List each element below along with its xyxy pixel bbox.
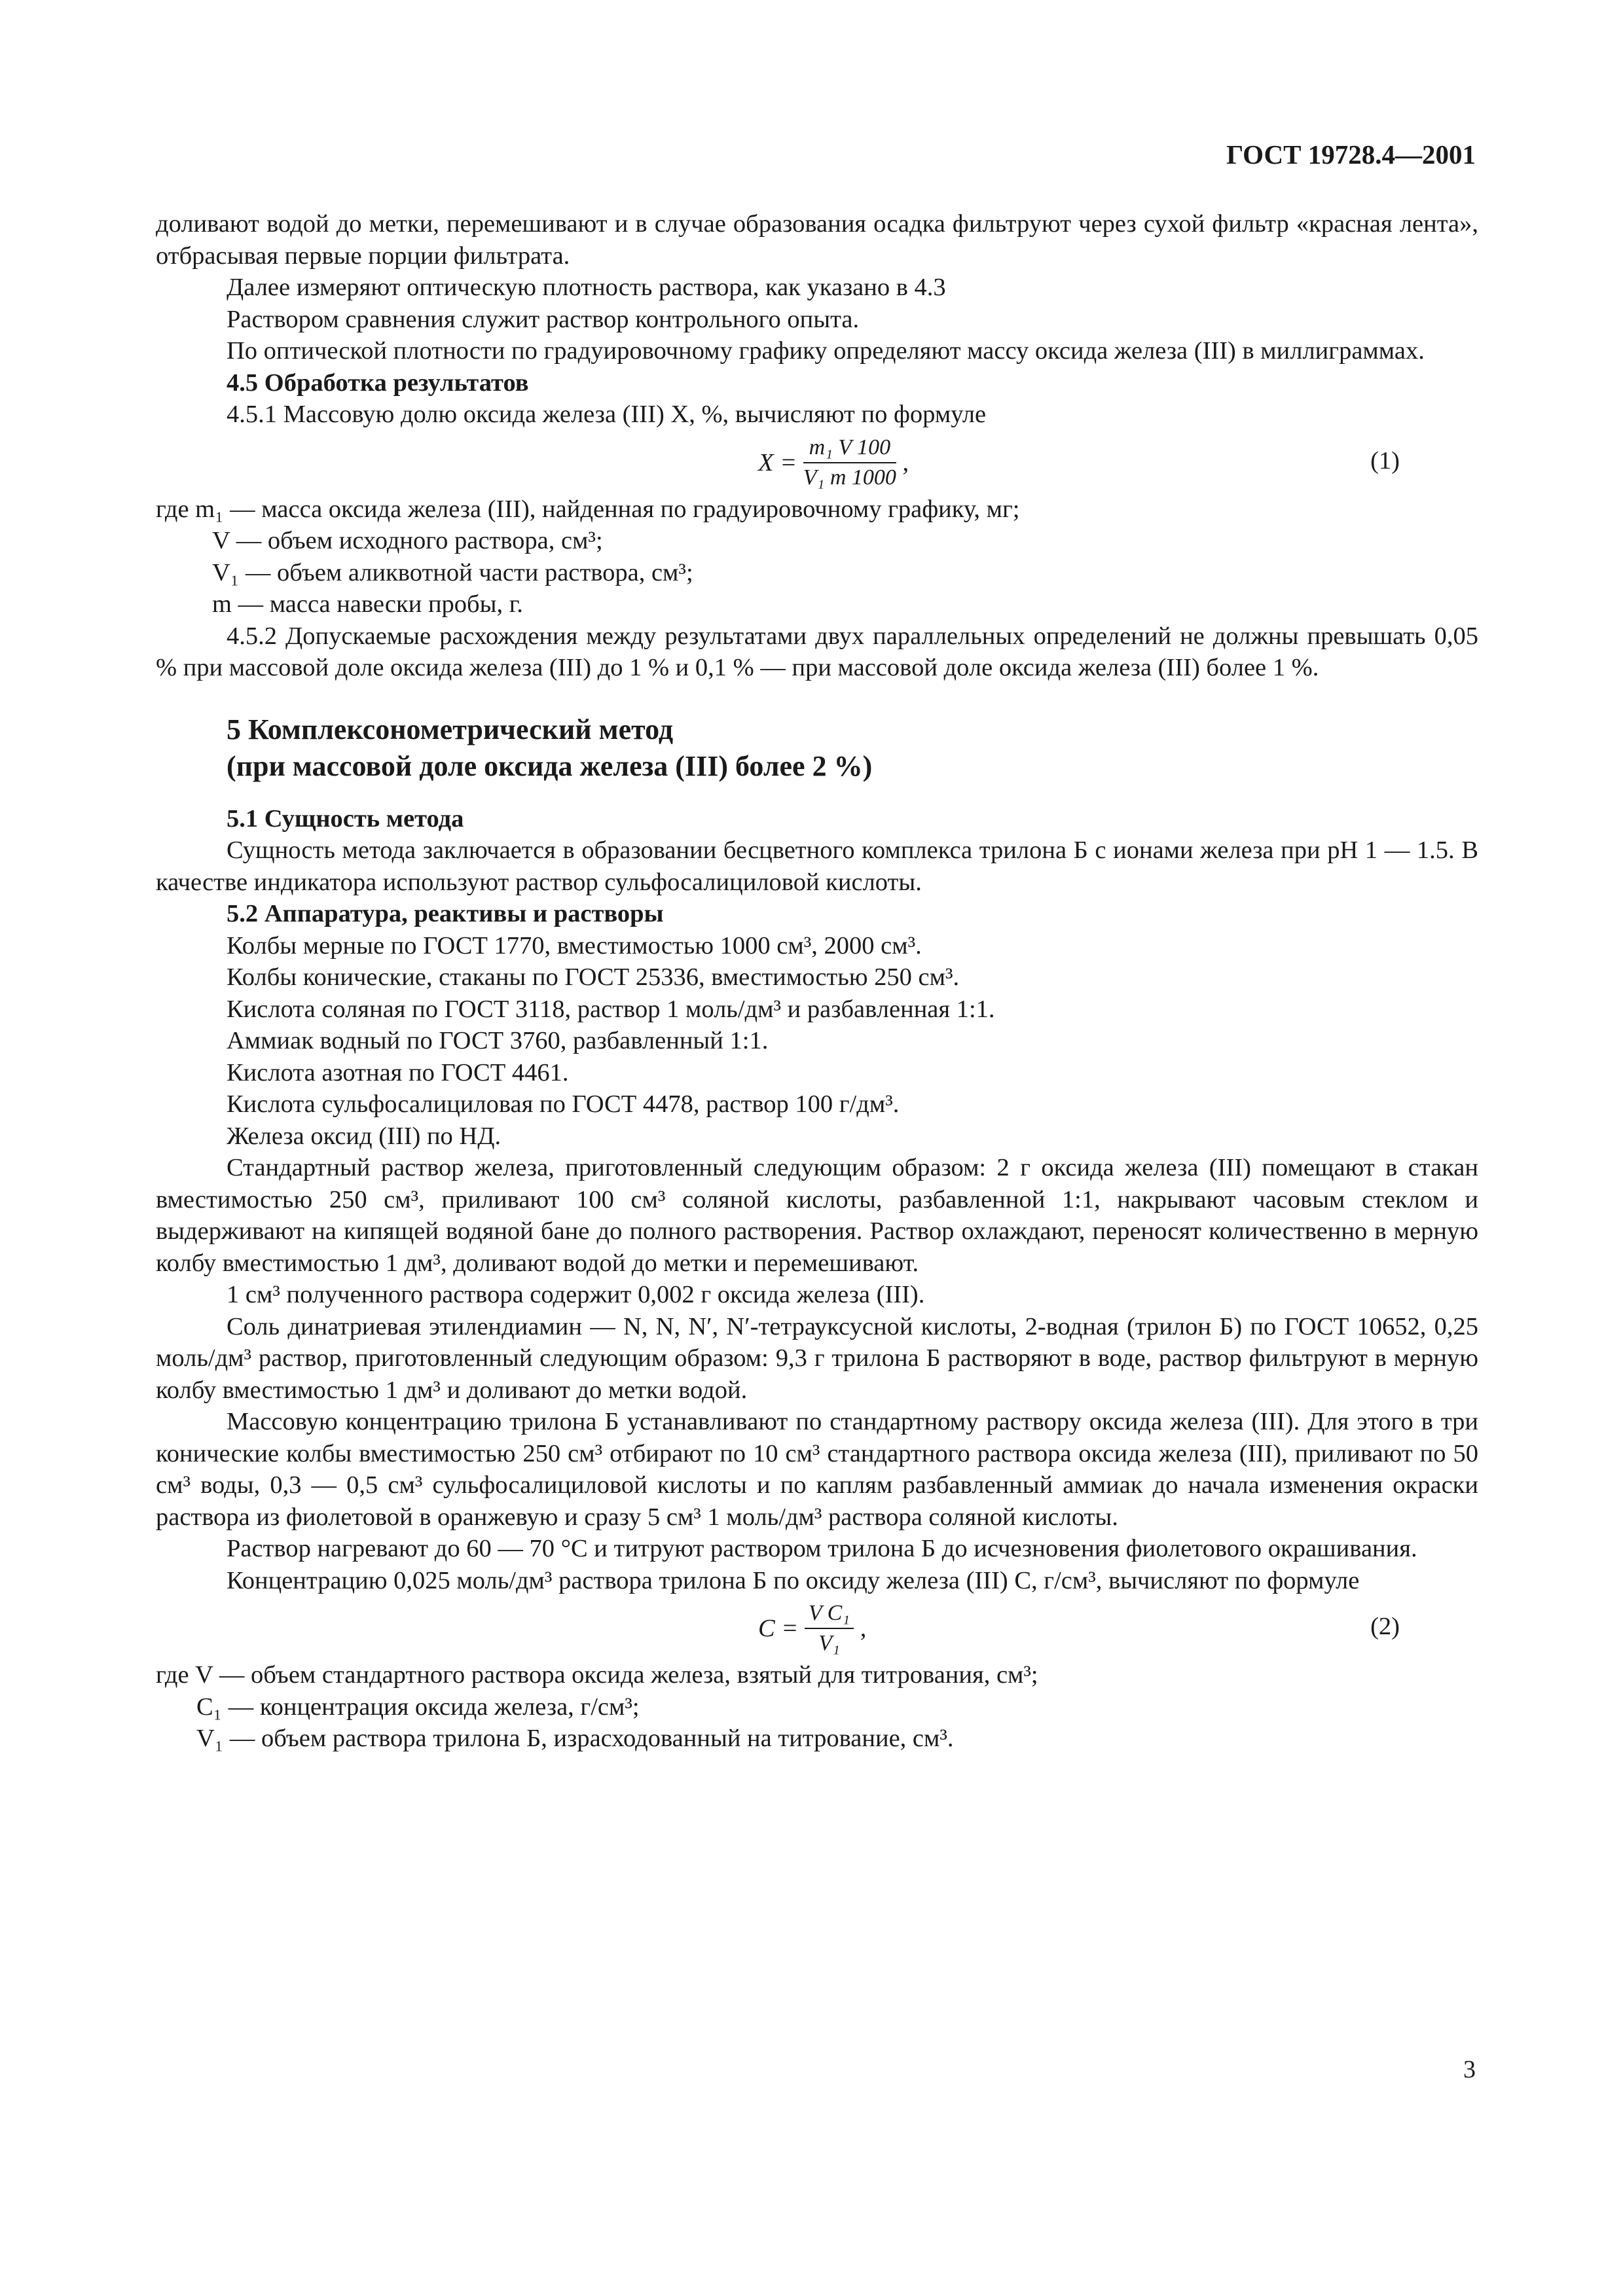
paragraph: По оптической плотности по градуировочному графику определяют массу оксида железа (III) в миллиграммах. — [227, 337, 1425, 365]
paragraph: 4.5.2 Допускаемые расхождения между результатами двух параллельных определений не должны превышать 0,05 % при массовой доле оксида железа (III) до 1 % и 0,1 % — при массовой доле оксида железа (III) более 1 %. — [156, 622, 1478, 681]
paragraph: Массовую концентрацию трилона Б устанавливают по стандартному раствору оксида железа (III). Для этого в три конические колбы вместимостью 250 см³ отбирают по 10 см³ стандартного раствора оксида железа (III), приливают по 50 см³ воды, 0,3 — 0,5 см³ сульфосалициловой кислоты и по каплям разбавленный аммиак до начала изменения окраски раствора из фиолетовой в оранжевую и сразу 5 см³ 1 моль/дм³ раствора соляной кислоты. — [156, 1408, 1478, 1531]
subsection-heading-5-2: 5.2 Аппаратура, реактивы и растворы — [227, 900, 664, 927]
legend-line: V — объем исходного раствора, см³; — [212, 527, 603, 554]
formula-numerator: V C₁ — [805, 1600, 854, 1629]
formula-tail: , — [902, 448, 909, 476]
formula-1 — [156, 431, 1478, 493]
page-number: 3 — [1463, 2056, 1476, 2083]
page-header-doc-code: ГОСТ 19728.4—2001 — [1226, 139, 1476, 170]
formula-number: (2) — [1370, 1613, 1400, 1640]
formula-tail: , — [860, 1614, 867, 1642]
list-item: Железа оксид (III) по НД. — [227, 1122, 501, 1150]
section-title-line-2: (при массовой доле оксида железа (III) более 2 %) — [227, 749, 873, 782]
paragraph: 1 см³ полученного раствора содержит 0,002 г оксида железа (III). — [227, 1281, 925, 1308]
legend-line: V₁ — объем аликвотной части раствора, см³; — [212, 558, 693, 586]
formula-2 — [156, 1596, 1478, 1659]
paragraph: Раствор нагревают до 60 — 70 °С и титруют раствором трилона Б до исчезновения фиолетового окрашивания. — [227, 1535, 1417, 1562]
paragraph: Стандартный раствор железа, приготовленный следующим образом: 2 г оксида железа (III) помещают в стакан вместимостью 250 см³, приливают 100 см³ соляной кислоты, разбавленной 1:1, накрывают часовым стеклом и выдерживают на кипящей водяной бане до полного растворения. Раствор охлаждают, переносят количественно в мерную колбу вместимостью 1 дм³, доливают водой до метки и перемешивают. — [156, 1154, 1478, 1277]
list-item: Колбы конические, стаканы по ГОСТ 25336, вместимостью 250 см³. — [227, 963, 960, 991]
list-item: Колбы мерные по ГОСТ 1770, вместимостью 1000 см³, 2000 см³. — [227, 931, 922, 960]
paragraph: Раствором сравнения служит раствор контрольного опыта. — [227, 305, 860, 333]
legend-line: C₁ — концентрация оксида железа, г/см³; — [196, 1693, 640, 1721]
legend-line: m — масса навески пробы, г. — [212, 590, 523, 618]
formula-denominator: V₁ m 1000 — [803, 465, 896, 490]
subsection-heading-5-1: 5.1 Сущность метода — [227, 804, 464, 833]
formula-numerator: m₁ V 100 — [803, 435, 896, 463]
formula-denominator: V₁ — [818, 1631, 840, 1655]
legend-line: где V — объем стандартного раствора оксида железа, взятый для титрования, см³; — [156, 1661, 1038, 1689]
list-item: Аммиак водный по ГОСТ 3760, разбавленный 1:1. — [227, 1027, 769, 1054]
list-item: Кислота соляная по ГОСТ 3118, раствор 1 моль/дм³ и разбавленная 1:1. — [227, 995, 995, 1023]
formula-fraction — [803, 435, 896, 491]
paragraph: Соль динатриевая этилендиамин — N, N, N′, N′-тетрауксусной кислоты, 2-водная (трилон Б) по ГОСТ 10652, 0,25 моль/дм³ раствор, приготовленный следующим образом: 9,3 г трилона Б растворяют в воде, раствор фильтруют в мерную колбу вместимостью 1 дм³ и доливают до метки водой. — [156, 1312, 1478, 1404]
list-item: Кислота сульфосалициловая по ГОСТ 4478, раствор 100 г/дм³. — [227, 1090, 900, 1118]
legend-line: V₁ — объем раствора трилона Б, израсходованный на титрование, см³. — [196, 1725, 954, 1752]
paragraph: Далее измеряют оптическую плотность раствора, как указано в 4.3 — [227, 274, 946, 301]
paragraph: Концентрацию 0,025 моль/дм³ раствора трилона Б по оксиду железа (III) C, г/см³, вычисляют по формуле — [227, 1566, 1360, 1594]
paragraph: Сущность метода заключается в образовании бесцветного комплекса трилона Б с ионами железа при pH 1 — 1.5. В качестве индикатора используют раствор сульфосалициловой кислоты. — [156, 836, 1478, 896]
document-body — [156, 208, 1478, 1755]
formula-lhs: X = — [758, 448, 797, 476]
list-item: Кислота азотная по ГОСТ 4461. — [227, 1058, 569, 1086]
formula-lhs: C = — [758, 1614, 799, 1642]
formula-number: (1) — [1370, 446, 1400, 475]
section-title-line-1: 5 Комплексонометрический метод — [227, 713, 674, 745]
legend-line: где m₁ — масса оксида железа (III), найденная по градуировочному графику, мг; — [156, 495, 1020, 523]
paragraph: 4.5.1 Массовую долю оксида железа (III) X, %, вычисляют по формуле — [227, 401, 987, 428]
paragraph: доливают водой до метки, перемешивают и в случае образования осадка фильтруют через сухой фильтр «красная лента», отбрасывая первые порции фильтрата. — [156, 210, 1478, 270]
formula-fraction — [805, 1600, 854, 1657]
subsection-heading-4-5: 4.5 Обработка результатов — [227, 368, 529, 397]
